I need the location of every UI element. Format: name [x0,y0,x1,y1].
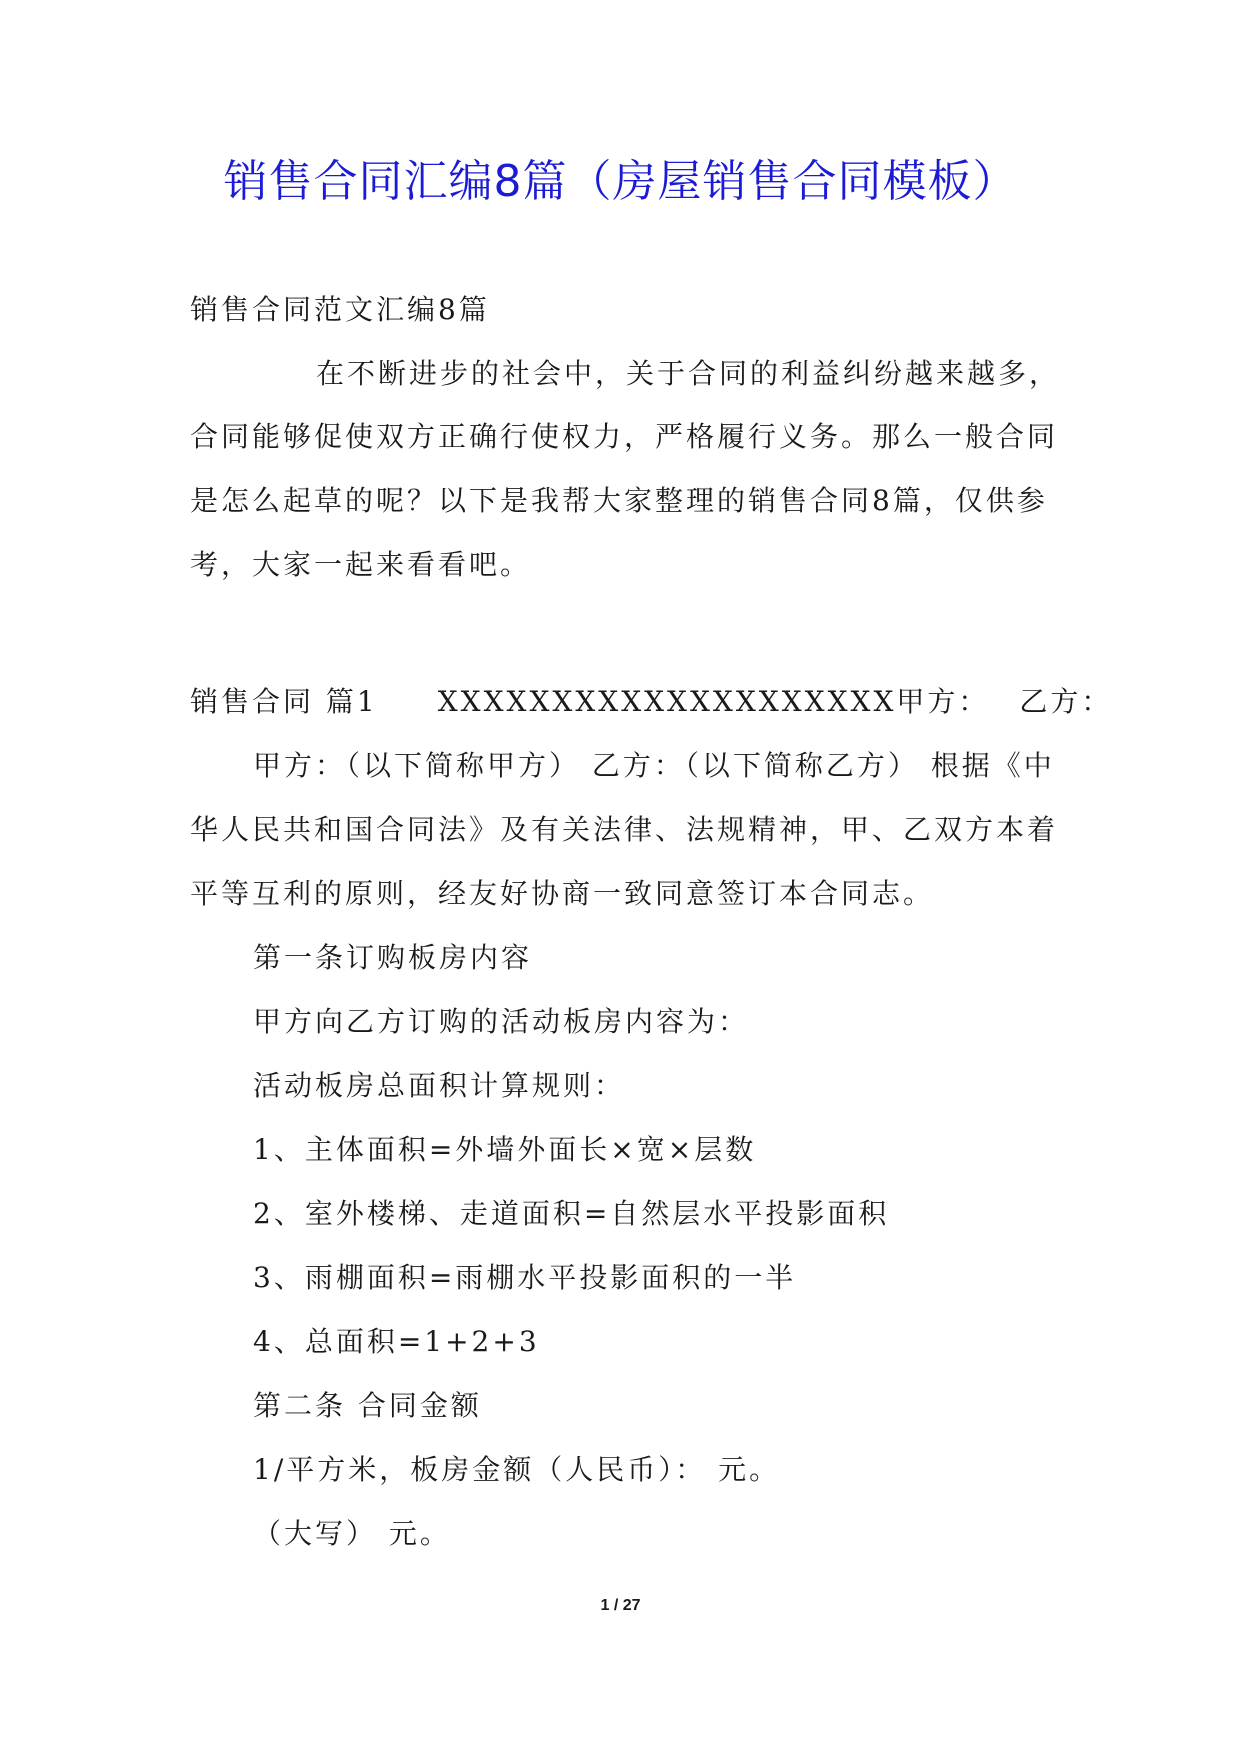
section-heading-row [190,682,1112,722]
intro-line: 合同能够促使双方正确行使权力，严格履行义务。那么一般合同 [190,420,1059,453]
article-title: 第二条 合同金额 [253,1389,482,1422]
preamble-line: 甲方：（以下简称甲方） 乙方：（以下简称乙方） 根据《中 [253,749,1055,782]
article-line: 甲方向乙方订购的活动板房内容为： [253,1005,750,1038]
article-line: 3、雨棚面积=雨棚水平投影面积的一半 [253,1261,797,1294]
party-b-label: 乙方： [1019,685,1113,718]
contract-code: XXXXXXXXXXXXXXXXXXXX [437,685,897,718]
intro-line: 考，大家一起来看看吧。 [190,548,532,581]
intro-line: 是怎么起草的呢？以下是我帮大家整理的销售合同8篇，仅供参 [190,484,1048,517]
article-line: （大写） 元。 [253,1517,451,1550]
article-title: 第一条订购板房内容 [253,941,533,974]
article-line: 2、室外楼梯、走道面积=自然层水平投影面积 [253,1197,890,1230]
intro-line: 在不断进步的社会中，关于合同的利益纠纷越来越多， [316,357,1061,390]
page-number: 1 / 27 [600,1597,641,1614]
page-title: 销售合同汇编8篇（房屋销售合同模板） [223,156,1018,207]
preamble-line: 平等互利的原则，经友好协商一致同意签订本合同志。 [190,877,935,910]
document-subtitle: 销售合同范文汇编8篇 [190,293,490,326]
section-heading: 销售合同 篇1 [190,685,378,718]
preamble-line: 华人民共和国合同法》及有关法律、法规精神，甲、乙双方本着 [190,813,1059,846]
article-line: 1/平方米，板房金额（人民币）： 元。 [253,1453,781,1486]
article-line: 4、总面积=1+2+3 [253,1325,540,1358]
article-line: 活动板房总面积计算规则： [253,1069,626,1102]
party-a-label: 甲方： [896,685,990,718]
article-line: 1、主体面积=外墙外面长×宽×层数 [253,1133,757,1166]
